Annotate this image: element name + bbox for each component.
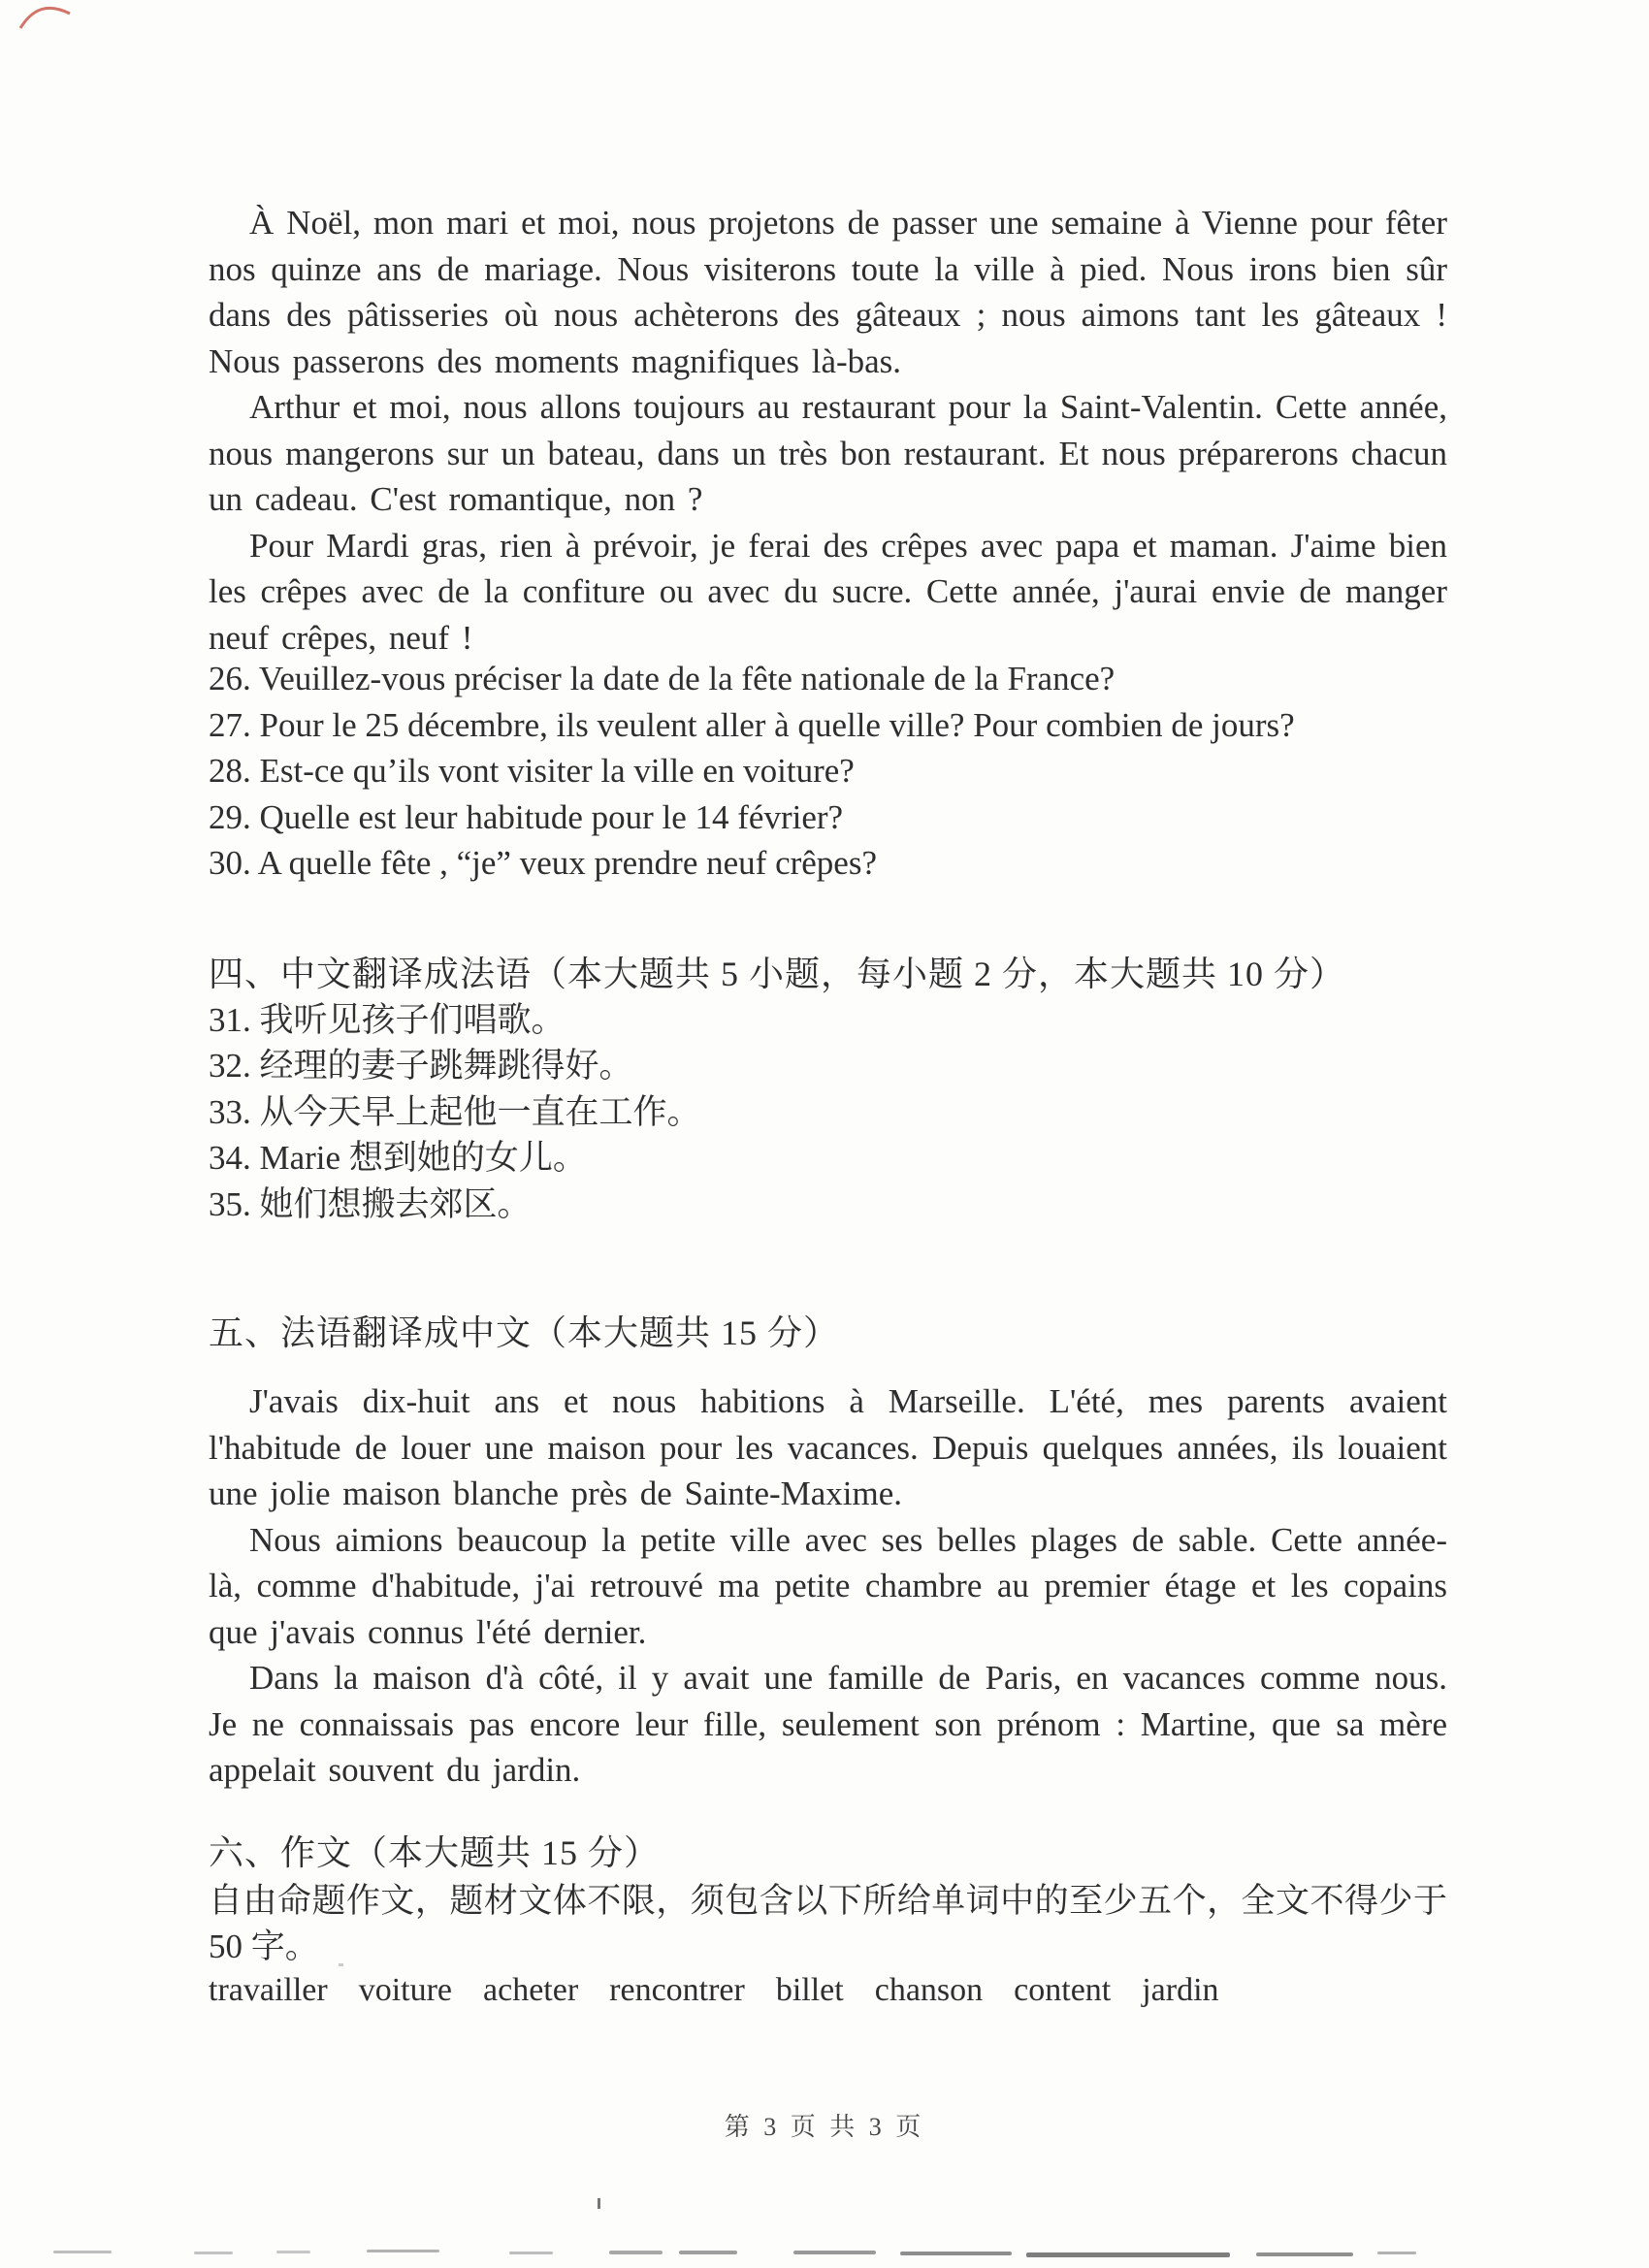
item-31: 31. 我听见孩子们唱歌。 [209,1001,566,1039]
question-29: 29. Quelle est leur habitude pour le 14 février? [209,797,844,836]
item-33: 33. 从今天早上起他一直在工作。 [209,1092,701,1131]
scan-artifact-dash [276,2251,310,2253]
word-travailler: travailler [209,1972,328,2008]
section6-instructions: 自由命题作文，题材文体不限，须包含以下所给单词中的至少五个，全文不得少于 50 字。 [209,1882,1447,1965]
scan-artifact-dash [1256,2252,1353,2256]
section6-title: 六、作文（本大题共 15 分） [209,1833,661,1872]
item-35: 35. 她们想搬去郊区。 [209,1184,532,1223]
scan-artifact-dash [367,2250,439,2252]
page-number: 第 3 页 共 3 页 [724,2113,925,2141]
section5-paragraph-2: Nous aimions beaucoup la petite ville avec ses belles plages de sable. Cette année-là, comme d'habitude, j'ai retrouvé ma petite chambre au premier étage et les copains que j'avais connus l'été dernier. [209,1520,1447,1651]
scan-artifact-dash [900,2252,1012,2255]
question-28: 28. Est-ce qu’ils vont visiter la ville en voiture? [209,752,855,791]
question-list [209,656,1447,887]
scan-artifact-dash [679,2251,737,2254]
section4-title: 四、中文翻译成法语（本大题共 5 小题，每小题 2 分，本大题共 10 分） [209,955,1346,993]
passage-paragraph-3: Pour Mardi gras, rien à prévoir, je ferai des crêpes avec papa et maman. J'aime bien les crêpes avec de la confiture ou avec du sucre. Cette année, j'aurai envie de manger neuf crêpes, neuf ! [209,526,1447,657]
scan-artifact-dash [509,2252,553,2254]
passage-paragraph-1: À Noël, mon mari et moi, nous projetons de passer une semaine à Vienne pour fêter nos quinze ans de mariage. Nous visiterons toute la ville à pied. Nous irons bien sûr dans des pâtisseries où nous achèterons des gâteaux ; nous aimons tant les gâteaux ! Nous passerons des moments magnifiques là-bas. [209,204,1447,380]
section5-paragraph-3: Dans la maison d'à côté, il y avait une famille de Paris, en vacances comme nous. Je ne connaissais pas encore leur fille, seulement son prénom : Martine, que sa mère appelait souvent du jardin. [209,1659,1447,1789]
scan-artifact-dash [609,2251,663,2254]
section6-word-list [209,1969,1447,2012]
question-26: 26. Veuillez-vous préciser la date de la fête nationale de la France? [209,660,1116,697]
scan-speck [598,2198,600,2209]
section5-title: 五、法语翻译成中文（本大题共 15 分） [209,1313,840,1352]
section4-items [209,997,1447,1227]
word-rencontrer: rencontrer [609,1972,745,2008]
scan-artifact-dash [1377,2252,1416,2254]
reading-passage [209,200,1447,661]
passage-paragraph-2: Arthur et moi, nous allons toujours au restaurant pour la Saint-Valentin. Cette année, nous mangerons sur un bateau, dans un très bon restaurant. Et nous préparerons chacun un cadeau. C'est romantique, non ? [209,388,1447,518]
scan-speck [339,1963,343,1966]
section5-paragraph-1: J'avais dix-huit ans et nous habitions à Marseille. L'été, mes parents avaient l'habitude de louer une maison pour les vacances. Depuis quelques années, ils louaient une jolie maison blanche près de Sainte-Maxime. [209,1382,1447,1512]
question-27: 27. Pour le 25 décembre, ils veulent aller à quelle ville? Pour combien de jours? [209,705,1295,744]
scan-artifact-dash [194,2252,233,2254]
scan-artifact-dash [53,2251,112,2253]
word-chanson: chanson [874,1972,984,2008]
scan-artifact-dash [793,2251,876,2254]
item-32: 32. 经理的妻子跳舞跳得好。 [209,1047,633,1085]
word-billet: billet [775,1972,844,2008]
word-voiture: voiture [358,1972,453,2008]
item-34: 34. Marie 想到她的女儿。 [209,1139,587,1178]
word-jardin: jardin [1142,1972,1219,2008]
word-acheter: acheter [483,1972,579,2008]
word-content: content [1014,1972,1112,2008]
red-pen-mark [17,1,78,32]
section5-passage [209,1378,1447,1794]
question-30: 30. A quelle fête , “je” veux prendre neuf crêpes? [209,844,877,883]
scan-artifact-dash [1026,2252,1230,2257]
